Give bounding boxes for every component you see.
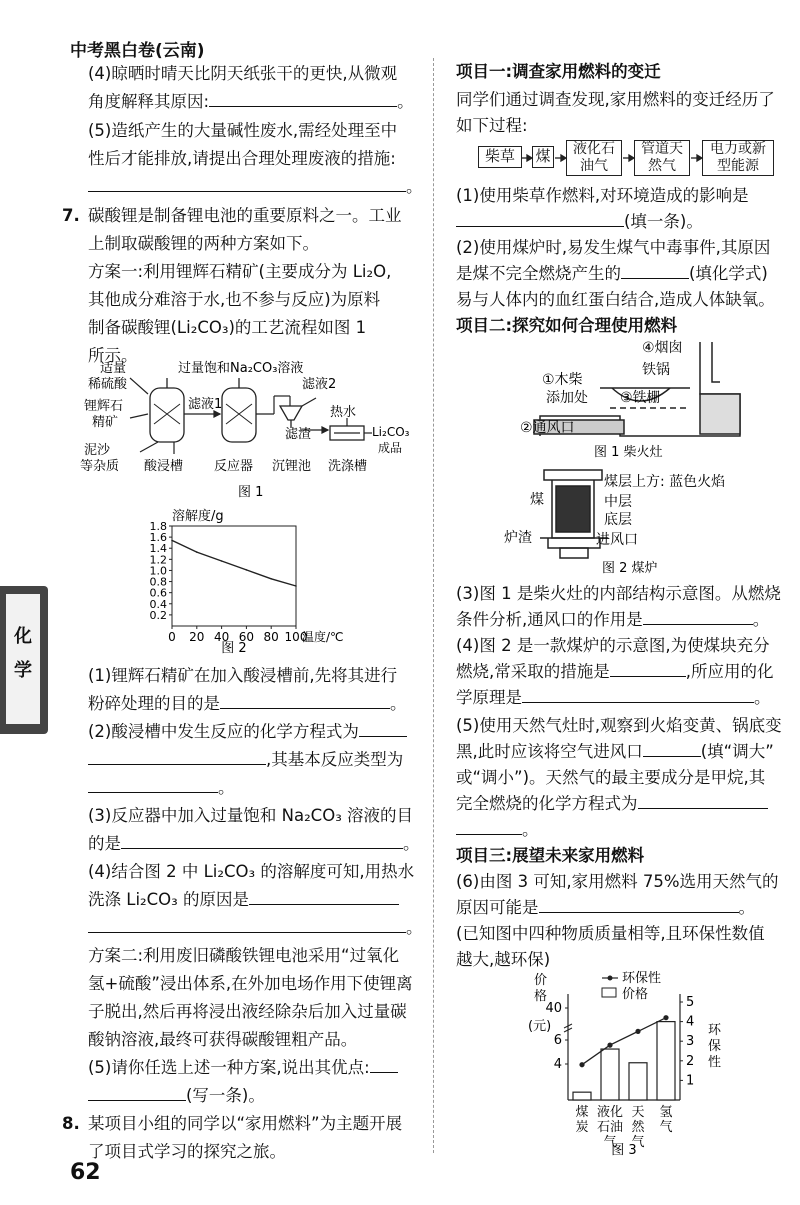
r-q4-text-c: 学原理是 bbox=[456, 688, 522, 707]
fig2r-coal: 煤 bbox=[530, 492, 544, 508]
sol-point bbox=[196, 551, 198, 553]
fig1r-wood1: ①木柴 bbox=[542, 372, 583, 388]
left-tick-label: 4 bbox=[553, 1057, 562, 1072]
reactor-tank bbox=[222, 378, 256, 442]
q7-5-answer-blank-b[interactable] bbox=[88, 1082, 186, 1101]
q6-5-answer-blank[interactable] bbox=[88, 173, 406, 192]
r-q2-text-b: (填化学式) bbox=[689, 264, 768, 283]
category-label: 煤 bbox=[575, 1105, 589, 1120]
subject-side-tab bbox=[0, 586, 48, 734]
q7-2-line3 bbox=[88, 774, 235, 802]
fig1-label-ore2: 精矿 bbox=[92, 415, 119, 430]
q7-2-period: 。 bbox=[218, 778, 235, 797]
flow-box-lpg-line1: 液化石 bbox=[573, 141, 615, 157]
category-label: 石油 bbox=[596, 1120, 624, 1135]
q7-2-equation-blank-b[interactable] bbox=[88, 746, 266, 765]
eco-point bbox=[607, 1043, 612, 1048]
price-bar bbox=[601, 1049, 619, 1100]
plan2-line2: 氢+硫酸”浸出体系,在外加电场作用下使锂离 bbox=[88, 974, 413, 993]
q7-3-line2 bbox=[88, 830, 420, 858]
q7-5-answer-blank-a[interactable] bbox=[370, 1054, 398, 1073]
fig1-label-acid2: 稀硫酸 bbox=[88, 377, 128, 392]
r-q2-line2 bbox=[456, 260, 768, 288]
q7-4-line1: (4)结合图 2 中 Li₂CO₃ 的溶解度可知,用热水 bbox=[88, 862, 415, 881]
r-q5-line5 bbox=[456, 816, 539, 844]
right-tick-label: 2 bbox=[686, 1053, 695, 1069]
flow-arrows-right bbox=[520, 150, 710, 166]
price-bar bbox=[629, 1063, 647, 1100]
r-q5-line4 bbox=[456, 790, 768, 818]
fig1r-vent: ②通风口 bbox=[520, 420, 575, 436]
eco-line bbox=[582, 1018, 666, 1065]
category-label: 液化 bbox=[596, 1105, 624, 1120]
flow-box-new-energy bbox=[702, 140, 774, 176]
r-q6-text: 原因可能是 bbox=[456, 898, 539, 917]
q6-5-line2: 性后才能排放,请提出合理处理废液的措施: bbox=[88, 149, 396, 168]
flow-box-coal: 煤 bbox=[532, 146, 554, 168]
project2-title: 项目二:探究如何合理使用燃料 bbox=[456, 316, 678, 335]
flow-box-firewood: 柴草 bbox=[478, 146, 522, 168]
r-q5-equation-blank-a[interactable] bbox=[638, 790, 768, 809]
column-divider bbox=[433, 58, 434, 1153]
page-header-title: 中考黑白卷(云南) bbox=[70, 41, 205, 61]
r-q3-answer-blank[interactable] bbox=[643, 606, 753, 625]
plan2-line4: 酸钠溶液,最终可获得碳酸锂粗产品。 bbox=[88, 1030, 358, 1049]
fig1-label-acid1: 适量 bbox=[100, 361, 127, 376]
r-q6-line1: (6)由图 3 可知,家用燃料 75%选用天然气的 bbox=[456, 872, 779, 891]
sol-plot-frame bbox=[172, 526, 296, 626]
plan2-line3: 子脱出,然后再将浸出液经除杂后加入过量碳 bbox=[88, 1002, 407, 1021]
proj1-line2: 如下过程: bbox=[456, 116, 528, 135]
right-ylabel-char: 保 bbox=[708, 1039, 722, 1054]
legend-bar-label: 价格 bbox=[622, 987, 649, 1002]
fig1-label-ore1: 锂辉石 bbox=[84, 399, 124, 414]
flow-box-gas-line1: 管道天 bbox=[641, 141, 683, 157]
q7-5-line2 bbox=[88, 1082, 265, 1110]
legend-line-label: 环保性 bbox=[622, 971, 662, 986]
project1-title: 项目一:调查家用燃料的变迁 bbox=[456, 62, 661, 81]
q7-5-text: (5)请你任选上述一种方案,说出其优点: bbox=[88, 1058, 370, 1077]
category-label: 天 bbox=[631, 1105, 645, 1120]
sol-xtick-label: 60 bbox=[238, 630, 255, 644]
right-ylabel-char: 环 bbox=[708, 1023, 722, 1038]
q7-1-text: 粉碎处理的目的是 bbox=[88, 694, 220, 713]
fig1r-grate: ③铁栅 bbox=[620, 390, 661, 406]
r-q5-equation-blank-b[interactable] bbox=[456, 816, 522, 835]
sol-ytick-label: 0.2 bbox=[149, 608, 167, 622]
sol-xtick-label: 0 bbox=[168, 630, 176, 644]
right-tick-label: 4 bbox=[686, 1014, 695, 1030]
left-ylabel-2: 格 bbox=[534, 989, 548, 1004]
fig2r-caption: 图 2 煤炉 bbox=[602, 561, 658, 576]
left-ylabel-3: (元) bbox=[528, 1019, 552, 1034]
q7-4-line2 bbox=[88, 886, 399, 914]
q7-3-text: 的是 bbox=[88, 834, 121, 853]
eco-point bbox=[635, 1029, 640, 1034]
q8-number: 8. bbox=[62, 1114, 80, 1133]
r-q2-line1: (2)使用煤炉时,易发生煤气中毒事件,其原因 bbox=[456, 238, 771, 257]
q7-2-text: (2)酸浸槽中发生反应的化学方程式为 bbox=[88, 722, 359, 741]
fig1-label-hotwater: 热水 bbox=[330, 405, 357, 420]
plan1-line1: 方案一:利用锂辉石精矿(主要成分为 Li₂O, bbox=[88, 262, 392, 281]
q6-4-text: 角度解释其原因: bbox=[88, 92, 210, 111]
filter-funnel bbox=[280, 406, 302, 428]
q7-4-period: 。 bbox=[406, 918, 423, 937]
q7-3-line1: (3)反应器中加入过量饱和 Na₂CO₃ 溶液的目 bbox=[88, 806, 414, 825]
legend-bar-swatch bbox=[602, 988, 616, 997]
q7-line2: 上制取碳酸锂的两种方案如下。 bbox=[88, 234, 319, 253]
subject-side-tab-inner bbox=[6, 594, 40, 724]
q7-2-line2 bbox=[88, 746, 403, 774]
r-q1-answer-blank[interactable] bbox=[456, 208, 624, 227]
r-q6-note1: (已知图中四种物质质量相等,且环保性数值 bbox=[456, 924, 765, 943]
proj1-line1: 同学们通过调查发现,家用燃料的变迁经历了 bbox=[456, 90, 775, 109]
q7-number: 7. bbox=[62, 206, 80, 225]
r-q3-text: 条件分析,通风口的作用是 bbox=[456, 610, 643, 629]
fig2r-middle: 中层 bbox=[604, 494, 632, 510]
q7-2-line1 bbox=[88, 718, 407, 746]
q7-1-answer-blank[interactable] bbox=[220, 690, 390, 709]
figure3-fuel-chart bbox=[522, 968, 732, 1158]
left-tick-label: 6 bbox=[553, 1033, 562, 1048]
sol-curve bbox=[172, 540, 296, 586]
subject-char-2: 学 bbox=[14, 660, 32, 681]
r-q5-period: 。 bbox=[522, 820, 539, 839]
r-q4-principle-blank[interactable] bbox=[522, 684, 754, 703]
sol-point bbox=[221, 560, 223, 562]
flow-box-energy-line2: 型能源 bbox=[717, 158, 759, 174]
q6-4-line1: (4)晾晒时晴天比阴天纸张干的更快,从微观 bbox=[88, 64, 398, 83]
flow-box-energy-line1: 电力或新 bbox=[710, 141, 766, 157]
category-label: 炭 bbox=[575, 1120, 589, 1135]
r-q4-text-a: 燃烧,常采取的措施是 bbox=[456, 662, 610, 681]
sol-caption: 图 2 bbox=[221, 641, 247, 656]
sol-ytick-label: 1.4 bbox=[149, 542, 167, 556]
sol-point bbox=[295, 585, 297, 587]
r-q5-line3: 或“调小”)。天然气的最主要成分是甲烷,其 bbox=[456, 768, 766, 787]
r-q4-line1: (4)图 2 是一款煤炉的示意图,为使煤块充分 bbox=[456, 636, 770, 655]
sol-point bbox=[270, 578, 272, 580]
q6-4-line2 bbox=[88, 88, 414, 116]
q8-line1: 某项目小组的同学以“家用燃料”为主题开展 bbox=[88, 1114, 403, 1133]
r-q5-adjust-blank[interactable] bbox=[643, 738, 701, 757]
q7-2-equation-blank-a[interactable] bbox=[359, 718, 407, 737]
r-q1-text2: (填一条)。 bbox=[624, 212, 703, 231]
category-label: 气 bbox=[603, 1135, 617, 1150]
fig1r-wok: 铁锅 bbox=[642, 362, 670, 378]
left-tick-label: 40 bbox=[545, 1001, 562, 1016]
fig1r-caption: 图 1 柴火灶 bbox=[594, 445, 663, 460]
q7-5-line1 bbox=[88, 1054, 398, 1082]
right-ylabel-char: 性 bbox=[708, 1055, 722, 1070]
sol-point bbox=[246, 569, 248, 571]
sol-point bbox=[171, 540, 173, 542]
fig1-label-residue: 滤渣 bbox=[285, 427, 312, 442]
right-tick-label: 1 bbox=[686, 1073, 695, 1089]
q7-4-answer-blank-a[interactable] bbox=[249, 886, 399, 905]
price-bar bbox=[573, 1092, 591, 1100]
figure1-firewood-stove bbox=[520, 336, 760, 460]
q6-5-period: 。 bbox=[406, 177, 423, 196]
r-q5-text-a: 黑,此时应该将空气进风口 bbox=[456, 742, 643, 761]
page-number: 62 bbox=[70, 1160, 101, 1185]
r-q4-text-b: ,所应用的化 bbox=[685, 662, 774, 681]
r-q2-text-a: 是煤不完全燃烧产生的 bbox=[456, 264, 621, 283]
r-q4-line3 bbox=[456, 684, 771, 712]
sol-ylabel: 溶解度/g bbox=[172, 509, 224, 524]
fig1-label-product2: 成品 bbox=[378, 441, 403, 455]
right-tick-label: 5 bbox=[686, 995, 695, 1010]
eco-point bbox=[663, 1015, 668, 1020]
q7-1-line2 bbox=[88, 690, 407, 718]
washing-tank bbox=[330, 426, 364, 440]
sol-xtick-label: 80 bbox=[263, 630, 279, 644]
category-label: 气 bbox=[631, 1135, 645, 1150]
q7-1-line1: (1)锂辉石精矿在加入酸浸槽前,先将其进行 bbox=[88, 666, 398, 685]
sol-xtick-label: 40 bbox=[213, 630, 230, 644]
fig1-label-tank2: 反应器 bbox=[214, 459, 254, 474]
plan2-line1: 方案二:利用废旧磷酸铁锂电池采用“过氧化 bbox=[88, 946, 400, 965]
q7-4-text: 洗涤 Li₂CO₃ 的原因是 bbox=[88, 890, 250, 909]
fig1-label-tank1: 酸浸槽 bbox=[144, 459, 184, 474]
r-q1-line2 bbox=[456, 208, 703, 236]
sol-ytick-label: 0.4 bbox=[149, 597, 167, 611]
fig1-label-tank4: 洗涤槽 bbox=[328, 459, 368, 474]
right-tick-label: 3 bbox=[686, 1034, 695, 1050]
q7-line1: 碳酸锂是制备锂电池的重要原料之一。工业 bbox=[88, 206, 402, 225]
category-label: 氢 bbox=[659, 1105, 673, 1120]
q7-5-text2: (写一条)。 bbox=[186, 1086, 265, 1105]
plan1-line3: 制备碳酸锂(Li₂CO₃)的工艺流程如图 1 bbox=[88, 318, 367, 337]
fig1-label-na: 过量饱和Na₂CO₃溶液 bbox=[178, 361, 304, 376]
category-label: 然 bbox=[631, 1120, 645, 1135]
r-q4-line2 bbox=[456, 658, 774, 686]
fig1-label-product1: Li₂CO₃ bbox=[372, 425, 410, 439]
q7-1-period: 。 bbox=[390, 694, 407, 713]
sol-xlabel: 温度/℃ bbox=[302, 630, 344, 644]
fuel-caption: 图 3 bbox=[611, 1143, 637, 1158]
fig2r-slag: 炉渣 bbox=[504, 530, 532, 546]
plan1-line2: 其他成分难溶于水,也不参与反应)为原料 bbox=[88, 290, 381, 309]
r-q4-measure-blank[interactable] bbox=[610, 658, 686, 677]
fig1-label-mud2: 等杂质 bbox=[80, 459, 120, 474]
sol-xtick-label: 20 bbox=[189, 630, 205, 644]
sol-xtick-label: 100 bbox=[284, 630, 308, 644]
sol-ytick-label: 1.6 bbox=[149, 531, 167, 545]
r-q6-line2 bbox=[456, 894, 755, 922]
r-q6-answer-blank[interactable] bbox=[539, 894, 739, 913]
fig2r-above: 煤层上方: 蓝色火焰 bbox=[604, 474, 726, 490]
sol-ytick-label: 1.8 bbox=[149, 520, 167, 533]
flow-box-lpg-line2: 油气 bbox=[580, 158, 608, 174]
q6-4-answer-blank[interactable] bbox=[209, 88, 397, 107]
fig2r-vent: 进风口 bbox=[596, 532, 638, 548]
r-q3-period: 。 bbox=[752, 610, 770, 629]
eco-point bbox=[579, 1062, 584, 1067]
legend-line-dot bbox=[608, 976, 613, 981]
fig1-caption: 图 1 bbox=[238, 485, 264, 500]
q7-2-type-blank[interactable] bbox=[88, 774, 218, 793]
r-q6-period: 。 bbox=[738, 898, 755, 917]
figure2-solubility-chart bbox=[140, 508, 380, 656]
r-q5-text-c: 完全燃烧的化学方程式为 bbox=[456, 794, 638, 813]
q7-4-answer-blank-b[interactable] bbox=[88, 914, 406, 933]
acid-leach-tank bbox=[150, 378, 184, 442]
r-q3-line1: (3)图 1 是柴火灶的内部结构示意图。从燃烧 bbox=[456, 584, 781, 603]
fig1-label-filtrate2: 滤液2 bbox=[302, 377, 337, 392]
r-q4-period: 。 bbox=[754, 688, 771, 707]
r-q2-line3: 易与人体内的血红蛋白结合,造成人体缺氧。 bbox=[456, 290, 775, 309]
fig1r-wood2: 添加处 bbox=[546, 390, 588, 406]
category-label: 气 bbox=[659, 1120, 673, 1135]
sol-ytick-label: 1.2 bbox=[149, 553, 167, 567]
sol-ytick-label: 1.0 bbox=[149, 564, 167, 578]
plan1-line4: 所示。 bbox=[88, 346, 138, 365]
figure1-process-flow bbox=[80, 358, 420, 508]
q7-3-answer-blank[interactable] bbox=[121, 830, 403, 849]
figure2-coal-stove bbox=[500, 462, 760, 576]
q7-2-text2: ,其基本反应类型为 bbox=[266, 750, 404, 769]
r-q1-line1: (1)使用柴草作燃料,对环境造成的影响是 bbox=[456, 186, 749, 205]
q6-4-period: 。 bbox=[397, 92, 414, 111]
q6-5-line1: (5)造纸产生的大量碱性废水,需经处理至中 bbox=[88, 121, 398, 140]
r-q5-text-b: (填“调大” bbox=[700, 742, 774, 761]
sol-ytick-label: 0.6 bbox=[149, 586, 167, 600]
r-q3-line2 bbox=[456, 606, 769, 634]
q7-4-line3 bbox=[88, 914, 423, 942]
r-q5-line1: (5)使用天然气灶时,观察到火焰变黄、锅底变 bbox=[456, 716, 782, 735]
subject-char-1: 化 bbox=[14, 626, 32, 647]
q6-5-line3 bbox=[88, 173, 423, 201]
r-q2-formula-blank[interactable] bbox=[621, 260, 689, 279]
fig1-label-filtrate1: 滤液1 bbox=[188, 397, 223, 412]
flow-box-gas-line2: 然气 bbox=[648, 158, 676, 174]
fig2r-bottom: 底层 bbox=[604, 512, 632, 528]
left-ylabel-1: 价 bbox=[534, 973, 548, 988]
fig1r-chimney: ④烟囱 bbox=[642, 340, 683, 356]
sol-ytick-label: 0.8 bbox=[149, 575, 167, 589]
fig1-label-tank3: 沉锂池 bbox=[272, 459, 312, 474]
q8-line2: 了项目式学习的探究之旅。 bbox=[88, 1142, 286, 1161]
q7-3-period: 。 bbox=[403, 834, 420, 853]
r-q6-note2: 越大,越环保) bbox=[456, 950, 551, 969]
fig1-label-mud1: 泥沙 bbox=[84, 443, 111, 458]
project3-title: 项目三:展望未来家用燃料 bbox=[456, 846, 645, 865]
price-bar bbox=[657, 1022, 675, 1100]
r-q5-line2 bbox=[456, 738, 774, 766]
